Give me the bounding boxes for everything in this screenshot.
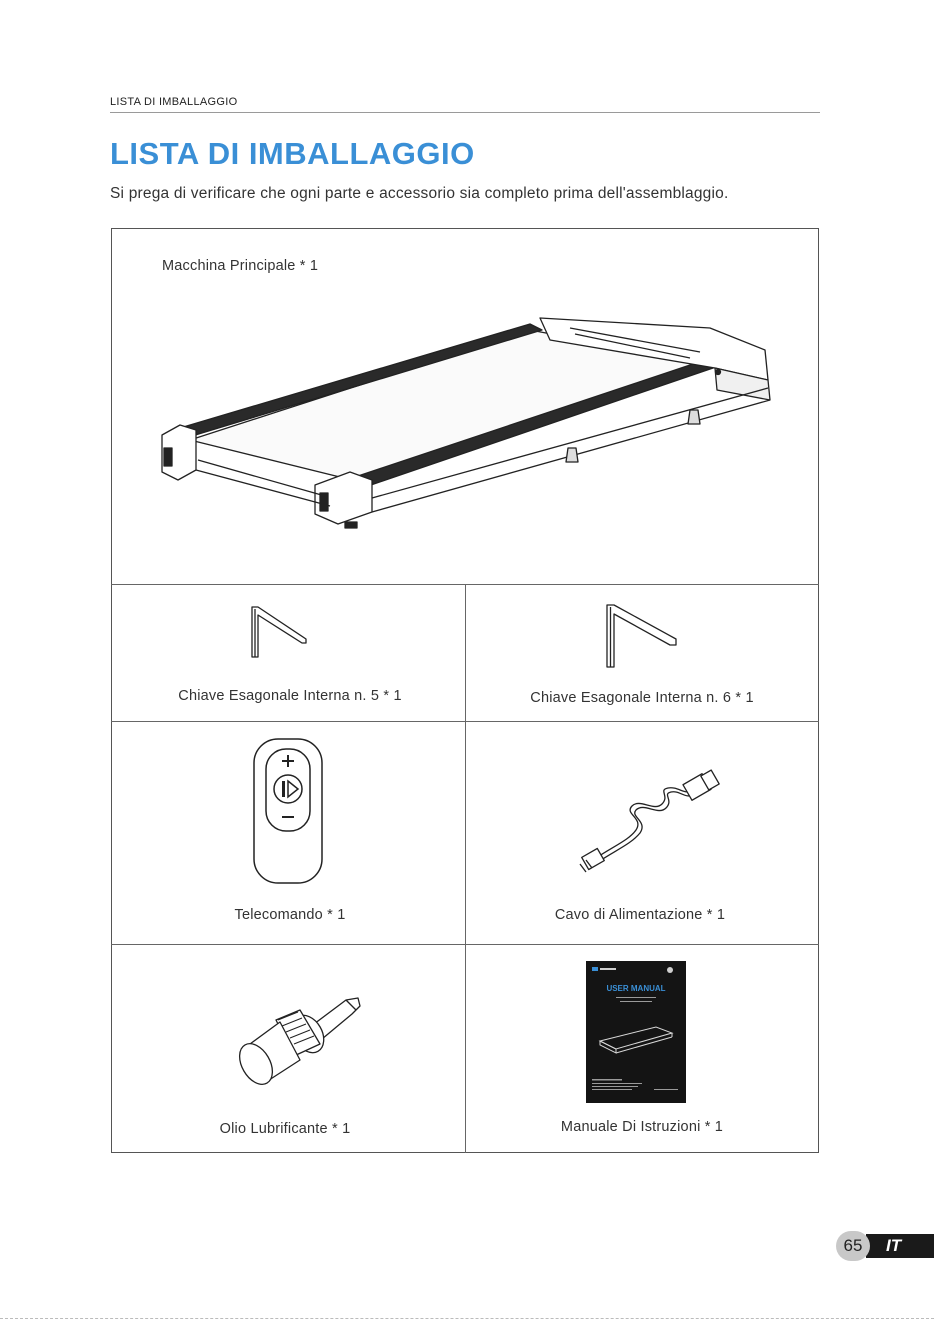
- page-bottom-edge: [0, 1318, 934, 1319]
- lubricant-bottle-icon: [236, 992, 366, 1092]
- page-number: 65: [836, 1231, 870, 1261]
- table-column-divider: [465, 584, 466, 1153]
- language-tab: IT: [866, 1234, 934, 1258]
- item-label-power-cable: Cavo di Alimentazione * 1: [554, 907, 726, 923]
- power-cable-icon: [574, 768, 724, 878]
- item-label-main-machine: Macchina Principale * 1: [162, 258, 319, 274]
- manual-cover-title: USER MANUAL: [606, 984, 666, 993]
- remote-control-icon: [252, 737, 324, 885]
- item-label-lubricant: Olio Lubrificante * 1: [219, 1121, 351, 1137]
- item-label-remote: Telecomando * 1: [234, 907, 346, 923]
- page-subtitle: Si prega di verificare che ogni parte e accessorio sia completo prima dell'assemblaggio.: [110, 185, 729, 202]
- treadmill-icon: [150, 300, 780, 530]
- page-title: LISTA DI IMBALLAGGIO: [110, 136, 475, 171]
- item-label-user-manual: Manuale Di Istruzioni * 1: [560, 1119, 724, 1135]
- item-label-hex-key-5: Chiave Esagonale Interna n. 5 * 1: [178, 688, 402, 704]
- user-manual-icon: [586, 961, 686, 1103]
- hex-key-icon: [604, 603, 684, 669]
- hex-key-icon: [246, 605, 316, 660]
- header-section-label: LISTA DI IMBALLAGGIO: [110, 96, 238, 108]
- header-divider: [110, 112, 820, 113]
- item-label-hex-key-6: Chiave Esagonale Interna n. 6 * 1: [530, 690, 754, 706]
